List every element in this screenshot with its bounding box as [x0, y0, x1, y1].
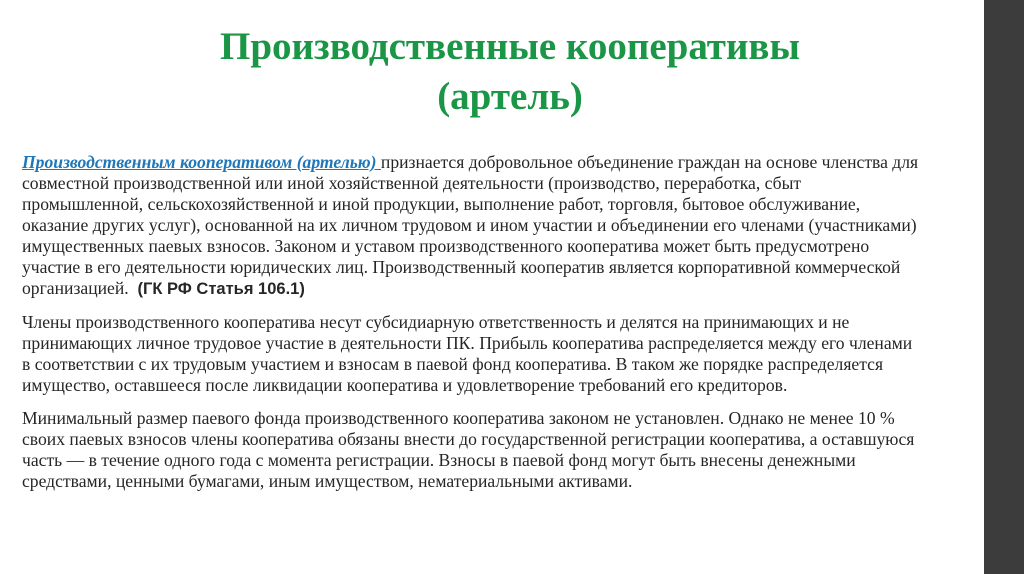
slide-body	[22, 152, 922, 492]
title-line-1: Производственные кооперативы	[220, 25, 800, 68]
term-link[interactable]: Производственным кооперативом (артелью)	[22, 152, 381, 172]
slide-title	[80, 22, 940, 122]
law-reference: (ГК РФ Статья 106.1)	[137, 280, 305, 298]
paragraph-definition	[22, 152, 922, 300]
title-line-2: (артель)	[437, 75, 583, 118]
definition-text: признается добровольное объединение граждан на основе членства для совместной производственной или иной хозяйственной деятельности (производство, переработка, сбыт промышленной, сельскохозяйственной и иной продукции, выполнение работ, торговля, бытовое обслуживание, оказание других услуг), основанной на их личном трудовом и ином участии и объединении его членами (участниками) имущественных паевых взносов. Законом и уставом производственного кооператива может быть предусмотрено участие в его деятельности юридических лиц. Производственный кооператив является корпоративной коммерческой организацией.	[22, 152, 919, 298]
side-bar	[984, 0, 1024, 574]
paragraph-liability: Члены производственного кооператива несут субсидиарную ответственность и делятся на принимающих и не принимающих личное трудовое участие в деятельности ПК. Прибыль кооператива распределяется между его членами в соответствии с их трудовым участием и взносам в паевой фонд кооператива. В таком же порядке распределяется имущество, оставшееся после ликвидации кооператива и удовлетворение требований его кредиторов.	[22, 312, 913, 395]
paragraph-fund: Минимальный размер паевого фонда производственного кооператива законом не установлен. Однако не менее 10 % своих паевых взносов члены кооператива обязаны внести до государственной регистрации кооператива, а оставшуюся часть — в течение одного года с момента регистрации. Взносы в паевой фонд могут быть внесены денежными средствами, ценными бумагами, иным имуществом, нематериальными активами.	[22, 408, 915, 491]
